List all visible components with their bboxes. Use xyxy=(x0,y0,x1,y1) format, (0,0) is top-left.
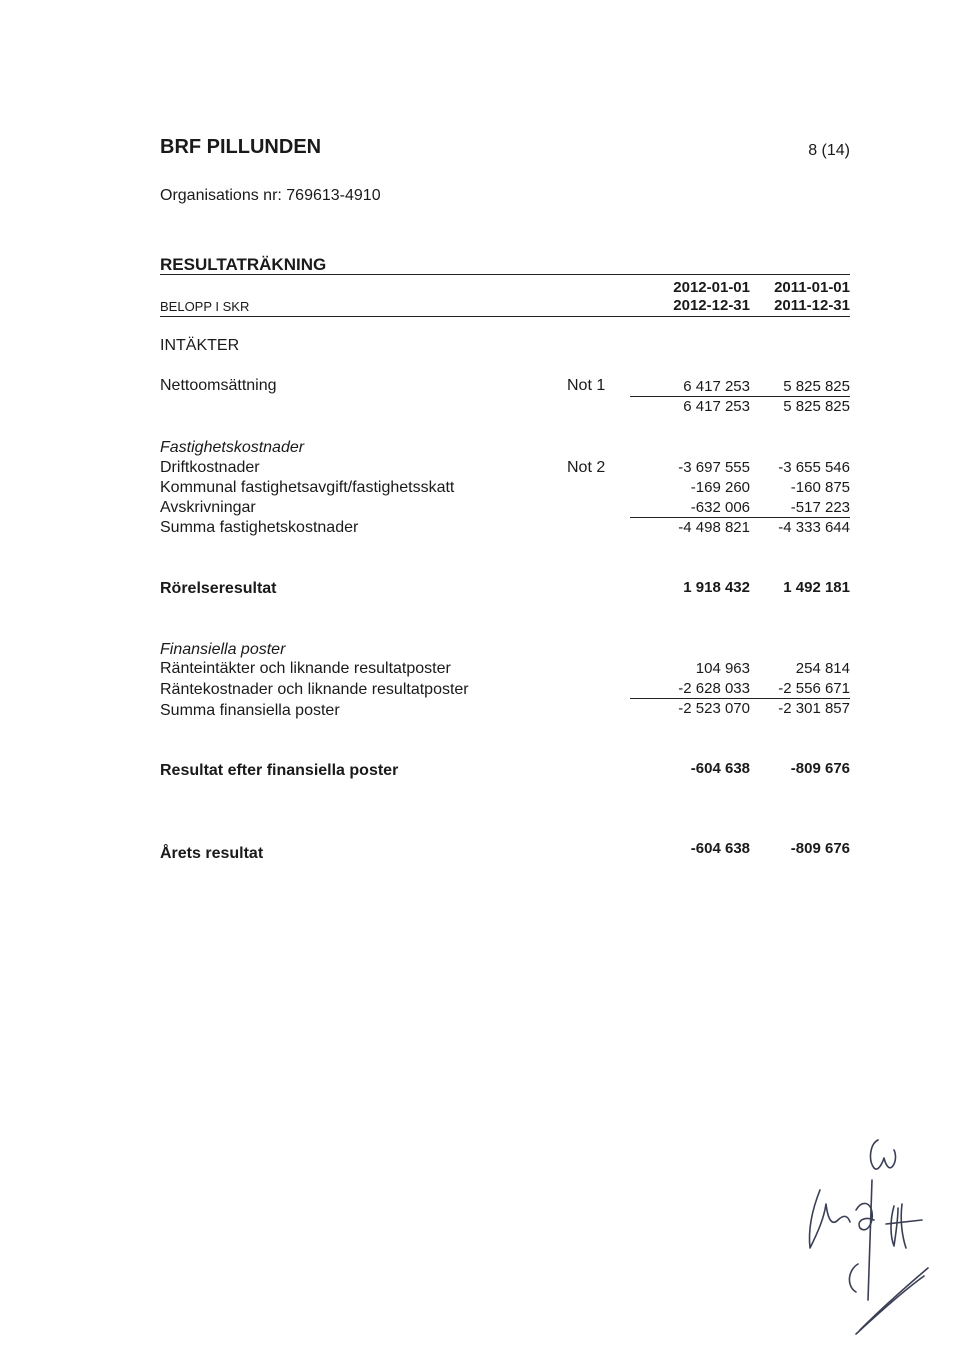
handwritten-initials-icon xyxy=(790,1120,940,1340)
year-result-label: Årets resultat xyxy=(160,845,264,862)
value-current: 6 417 253 xyxy=(683,378,750,395)
col2-from: 2011-01-01 xyxy=(774,279,850,296)
financial-total-current: -2 523 070 xyxy=(678,700,750,717)
income-total-prior: 5 825 825 xyxy=(783,398,850,415)
header-rule xyxy=(160,316,850,317)
note-ref: Not 1 xyxy=(567,377,606,394)
col2-to: 2011-12-31 xyxy=(774,297,850,314)
value-current: -632 006 xyxy=(690,499,750,516)
year-result-current: -604 638 xyxy=(690,840,750,857)
financial-total-prior: -2 301 857 xyxy=(778,700,850,717)
row-label: Driftkostnader xyxy=(160,459,260,476)
row-label: Nettoomsättning xyxy=(160,377,277,394)
page-number: 8 (14) xyxy=(808,142,850,159)
subtotal-rule xyxy=(630,517,850,518)
result-after-financial-prior: -809 676 xyxy=(790,760,850,777)
col1-from: 2012-01-01 xyxy=(673,279,750,296)
value-prior: -517 223 xyxy=(790,499,850,516)
operating-result-current: 1 918 432 xyxy=(683,579,750,596)
row-label: Ränteintäkter och liknande resultatposter xyxy=(160,660,451,677)
result-after-financial-label: Resultat efter finansiella poster xyxy=(160,762,399,779)
financial-heading: Finansiella poster xyxy=(160,641,286,658)
title-rule xyxy=(160,274,850,275)
company-name: BRF PILLUNDEN xyxy=(160,136,322,158)
value-current: -169 260 xyxy=(690,479,750,496)
row-label: Kommunal fastighetsavgift/fastighetsskatt xyxy=(160,479,455,496)
currency-unit: BELOPP I SKR xyxy=(160,299,250,314)
property-heading: Fastighetskostnader xyxy=(160,439,305,456)
value-prior: -3 655 546 xyxy=(778,459,850,476)
org-number: Organisations nr: 769613-4910 xyxy=(160,187,381,204)
total-label: Summa fastighetskostnader xyxy=(160,519,359,536)
subtotal-rule xyxy=(630,396,850,397)
income-total-current: 6 417 253 xyxy=(683,398,750,415)
year-result-prior: -809 676 xyxy=(790,840,850,857)
value-current: -2 628 033 xyxy=(678,680,750,697)
report-title: RESULTATRÄKNING xyxy=(160,255,327,274)
result-after-financial-current: -604 638 xyxy=(690,760,750,777)
col1-to: 2012-12-31 xyxy=(673,297,750,314)
property-total-current: -4 498 821 xyxy=(678,519,750,536)
row-label: Räntekostnader och liknande resultatposter xyxy=(160,681,469,698)
operating-result-label: Rörelseresultat xyxy=(160,580,277,597)
value-prior: 254 814 xyxy=(795,660,850,677)
property-total-prior: -4 333 644 xyxy=(778,519,850,536)
value-prior: 5 825 825 xyxy=(783,378,850,395)
value-prior: -160 875 xyxy=(790,479,850,496)
income-heading: INTÄKTER xyxy=(160,337,240,354)
row-label: Avskrivningar xyxy=(160,499,256,516)
operating-result-prior: 1 492 181 xyxy=(783,579,850,596)
value-prior: -2 556 671 xyxy=(778,680,850,697)
value-current: 104 963 xyxy=(695,660,750,677)
subtotal-rule xyxy=(630,698,850,699)
note-ref: Not 2 xyxy=(567,459,606,476)
value-current: -3 697 555 xyxy=(678,459,750,476)
total-label: Summa finansiella poster xyxy=(160,702,340,719)
